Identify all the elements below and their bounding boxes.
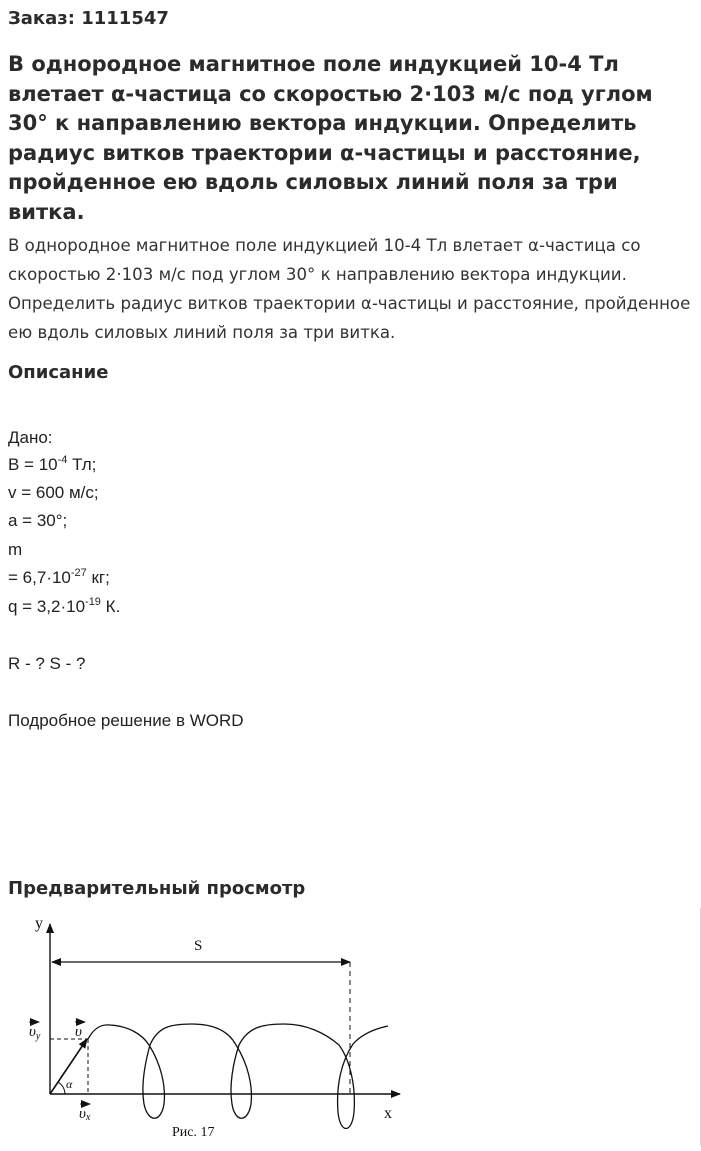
description-heading: Описание [8,362,109,383]
problem-title: В однородное магнитное поле индукцией 10-4 Тл влетает α-частица со скоростью 2·103 м/с под углом 30° к направлению вектора индукции. Определить радиус витков траектории α-частицы и расстояние, пройденное ею вдоль силовых линий поля за три витка. [8,52,653,224]
given-label: Дано: [8,428,53,447]
given-m-symbol: m [8,540,23,559]
figure-caption: Рис. 17 [172,1125,215,1140]
angle-arc [58,1082,65,1094]
angle-label: α [66,1077,73,1091]
find-line: R - ? S - ? [8,654,86,673]
distance-label: S [194,938,203,954]
given-m: = $6,7\cdot 10^{-27}$ кг; [8,567,110,587]
y-axis-label: y [35,915,43,932]
preview-figure [8,908,701,1146]
given-q: $q = 3,2\cdot 10^{-19}$ К. [8,596,121,616]
given-a: a = 30°; [8,511,68,530]
solution-note: Подробное решение в WORD [8,711,244,730]
x-axis-label: x [384,1105,392,1122]
given-v: v = 600 м/с; [8,483,99,502]
given-b: $B = 10^{-4}$ Тл; [8,454,97,474]
problem-statement: В однородное магнитное поле индукцией 10-4 Тл влетает α-частица со скоростью 2·103 м/с под углом 30° к направлению вектора индукции. Определить радиус витков траектории α-частицы и расстояние, пройденное ею вдоль силовых линий поля за три витка. [8,236,691,342]
v-label: υ [75,1024,82,1040]
vx-label: υx [79,1106,91,1123]
helix-trajectory [88,1024,388,1129]
helix-diagram [8,908,700,1146]
preview-heading: Предварительный просмотр [8,878,306,899]
vy-label: $\upsilon_y$ [29,1024,41,1042]
order-number: Заказ: 1111547 [8,8,169,29]
